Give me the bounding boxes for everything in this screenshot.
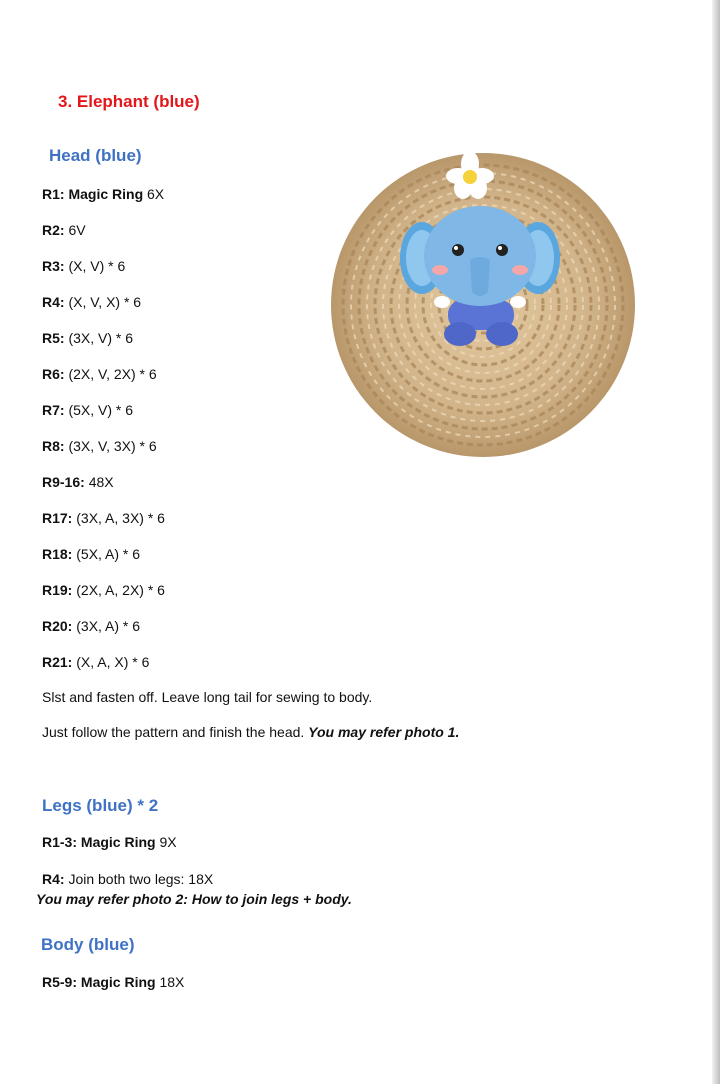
page-edge-shadow: [712, 0, 720, 1084]
row-text: (2X, A, 2X) * 6: [76, 582, 165, 598]
body-heading: Body (blue): [41, 935, 135, 954]
head-row-11: [42, 546, 140, 562]
row-text: (5X, A) * 6: [76, 546, 141, 562]
head-row-4: [42, 294, 141, 310]
head-heading: Head (blue): [49, 146, 142, 165]
row-bold-text: Magic Ring: [68, 186, 144, 202]
head-row-6: [42, 366, 157, 382]
head-row-12: [42, 582, 165, 598]
elephant-photo: [330, 152, 636, 458]
head-row-3: [42, 258, 125, 274]
row-text: (5X, V) * 6: [68, 402, 134, 418]
row-text: (3X, A) * 6: [76, 618, 141, 634]
row-label: R19:: [42, 582, 73, 598]
legs-heading: Legs (blue) * 2: [42, 796, 159, 815]
row-bold-text: Magic Ring: [80, 974, 156, 990]
head-row-10: [42, 510, 165, 526]
row-text: (2X, V, 2X) * 6: [68, 366, 157, 382]
head-row-1: [42, 186, 164, 202]
row-label: R4:: [42, 294, 65, 310]
row-label: R3:: [42, 258, 65, 274]
row-bold-text: Magic Ring: [80, 834, 156, 850]
legs-row-1: [42, 834, 177, 850]
row-label: R5-9:: [42, 974, 78, 990]
row-label: R4:: [42, 871, 65, 887]
legs-refer-note: You may refer photo 2: How to join legs + body.: [36, 891, 352, 907]
body-row-1: [42, 974, 184, 990]
section-title: 3. Elephant (blue): [58, 92, 200, 111]
legs-row-2: [42, 871, 213, 887]
row-text: (3X, V, 3X) * 6: [68, 438, 157, 454]
head-row-13: [42, 618, 140, 634]
row-label: R20:: [42, 618, 73, 634]
head-row-5: [42, 330, 133, 346]
head-row-2: [42, 222, 86, 238]
head-finish-note: Slst and fasten off. Leave long tail for sewing to body.: [42, 689, 373, 705]
row-text: (X, V) * 6: [68, 258, 126, 274]
row-label: R1-3:: [42, 834, 78, 850]
row-text: (3X, A, 3X) * 6: [76, 510, 165, 526]
row-label: R2:: [42, 222, 65, 238]
head-refer-note: [42, 724, 459, 740]
row-label: R1:: [42, 186, 65, 202]
row-text: 48X: [88, 474, 114, 490]
head-row-14: [42, 654, 149, 670]
row-text: (X, A, X) * 6: [76, 654, 150, 670]
row-text: 6X: [143, 186, 165, 202]
row-label: R7:: [42, 402, 65, 418]
row-text: 9X: [155, 834, 177, 850]
row-label: R18:: [42, 546, 73, 562]
row-text: 18X: [155, 974, 185, 990]
row-label: R21:: [42, 654, 73, 670]
row-text: 6V: [68, 222, 86, 238]
head-row-7: [42, 402, 133, 418]
row-label: R8:: [42, 438, 65, 454]
row-text: (X, V, X) * 6: [68, 294, 142, 310]
row-label: R6:: [42, 366, 65, 382]
row-text: Join both two legs: 18X: [68, 871, 214, 887]
note-emphasis: You may refer photo 1.: [308, 724, 460, 740]
row-text: (3X, V) * 6: [68, 330, 134, 346]
row-label: R9-16:: [42, 474, 85, 490]
row-label: R5:: [42, 330, 65, 346]
row-label: R17:: [42, 510, 73, 526]
head-row-8: [42, 438, 157, 454]
head-row-9: [42, 474, 114, 490]
note-text: Just follow the pattern and finish the head.: [42, 724, 309, 740]
